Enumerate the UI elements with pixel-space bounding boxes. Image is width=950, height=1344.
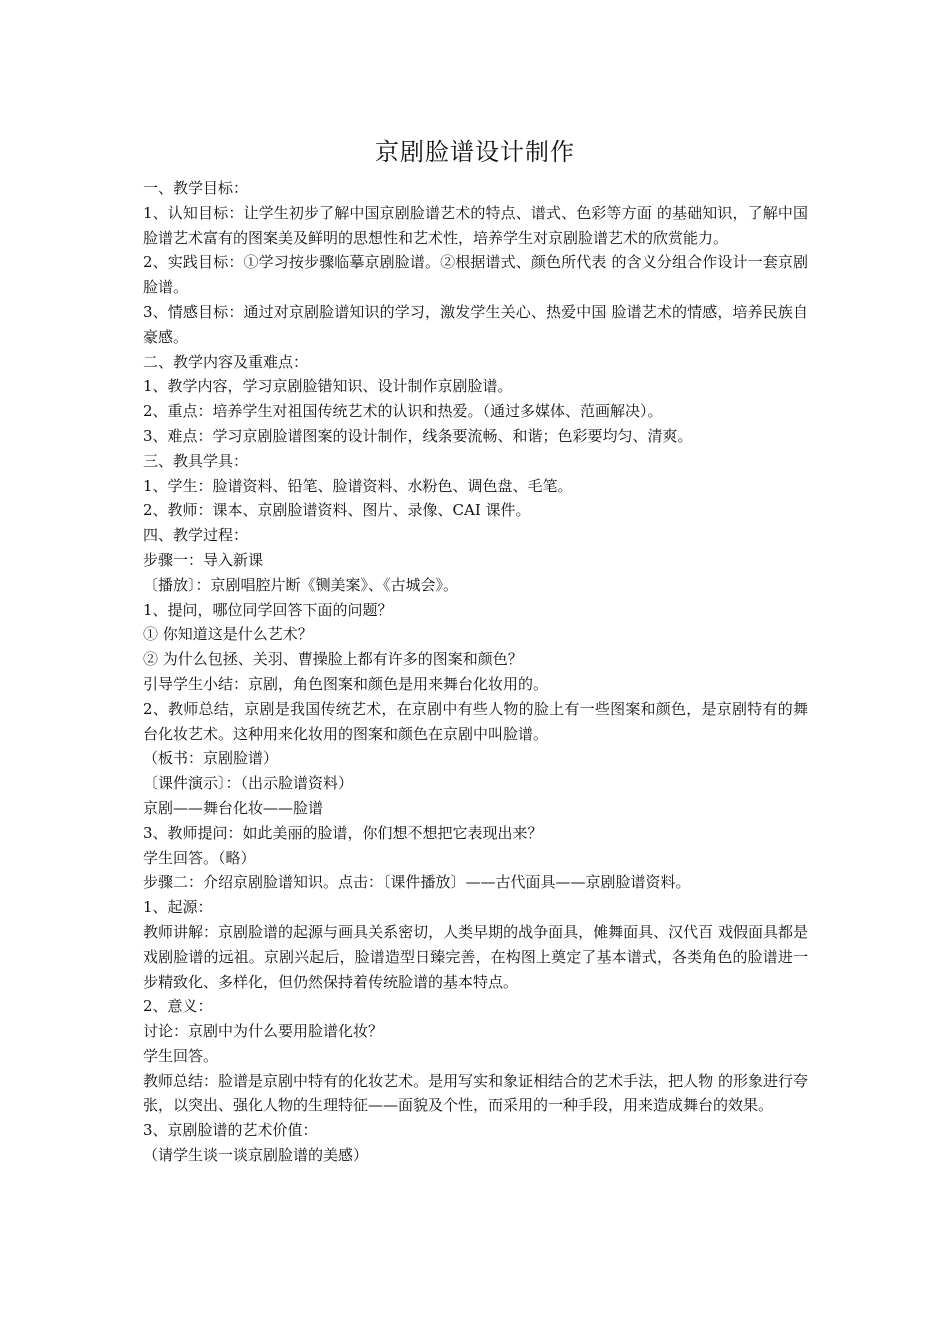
paragraph-question: 1、提问，哪位同学回答下面的问题？	[143, 600, 393, 619]
paragraph-question-one: ① 你知道这是什么艺术？	[143, 625, 313, 644]
paragraph-art-value-heading: 3、京剧脸谱的艺术价值：	[143, 1121, 318, 1140]
paragraph-opera-chain: 京剧——舞台化妆——脸谱	[143, 798, 324, 817]
document-body	[143, 176, 808, 1168]
paragraph-step-one: 步骤一：导入新课	[143, 550, 264, 569]
heading-teaching-process: 四、教学过程：	[143, 526, 249, 545]
paragraph-meaning-heading: 2、意义：	[143, 997, 213, 1016]
heading-teaching-objectives: 一、教学目标：	[143, 179, 249, 197]
paragraph-student-tools: 1、学生：脸谱资料、铅笔、脸谱资料、水粉色、调色盘、毛笔。	[143, 476, 573, 495]
paragraph-origin-explanation: 教师讲解：京剧脸谱的起源与画具关系密切，人类早期的战争面具，傩舞面具、汉代百 戏假面具都是戏剧脸谱的远祖。京剧兴起后，脸谱造型日臻完善，在构图上奠定了基本谱式，各类角色的脸谱进一步精致化、多样化，但仍然保持着传统脸谱的基本特点。	[143, 922, 808, 991]
paragraph-play-opera: 〔播放〕：京剧唱腔片断《铡美案》、《古城会》。	[143, 575, 459, 594]
paragraph-blackboard: （板书：京剧脸谱）	[143, 749, 279, 768]
heading-content-key-points: 二、教学内容及重难点：	[143, 352, 309, 371]
paragraph-student-summary: 引导学生小结：京剧，角色图案和颜色是用来舞台化妆用的。	[143, 674, 549, 693]
paragraph-meaning-summary: 教师总结：脸谱是京剧中特有的化妆艺术。是用写实和象证相结合的艺术手法，把人物 的形象进行夸张，以突出、强化人物的生理特征——面貌及个性，而采用的一种手段，用来造成舞台的效果。	[143, 1071, 808, 1115]
paragraph-teaching-content: 1、教学内容，学习京剧脸错知识、设计制作京剧脸谱。	[143, 377, 513, 396]
paragraph-discussion: 讨论：京剧中为什么要用脸谱化妆？	[143, 1022, 384, 1041]
paragraph-courseware-demo: 〔课件演示〕：（出示脸谱资料）	[143, 774, 354, 793]
paragraph-emotional-objective: 3、情感目标：通过对京剧脸谱知识的学习，激发学生关心、热爱中国 脸谱艺术的情感，培养民族自豪感。	[143, 302, 808, 346]
paragraph-difficulty: 3、难点：学习京剧脸谱图案的设计制作，线条要流畅、和谐；色彩要均匀、清爽。	[143, 426, 693, 445]
paragraph-art-value-prompt: （请学生谈一谈京剧脸谱的美感）	[143, 1146, 369, 1165]
paragraph-cognitive-objective: 1、认知目标：让学生初步了解中国京剧脸谱艺术的特点、谱式、色彩等方面 的基础知识，了解中国脸谱艺术富有的图案美及鲜明的思想性和艺术性，培养学生对京剧脸谱艺术的欣赏能力。	[143, 203, 808, 247]
paragraph-origin-heading: 1、起源：	[143, 898, 213, 917]
paragraph-teacher-summary: 2、教师总结，京剧是我国传统艺术，在京剧中有些人物的脸上有一些图案和颜色，是京剧特有的舞台化妆艺术。这种用来化妆用的图案和颜色在京剧中叫脸谱。	[143, 699, 808, 743]
paragraph-step-two: 步骤二：介绍京剧脸谱知识。点击：〔课件播放〕——古代面具——京剧脸谱资料。	[143, 873, 691, 892]
paragraph-practice-objective: 2、实践目标：①学习按步骤临摹京剧脸谱。②根据谱式、颜色所代表 的含义分组合作设计一套京剧脸谱。	[143, 253, 808, 297]
paragraph-teacher-question: 3、教师提问：如此美丽的脸谱，你们想不想把它表现出来？	[143, 823, 543, 842]
paragraph-student-answer: 学生回答。（略）	[143, 848, 256, 867]
paragraph-question-two: ② 为什么包拯、关羽、曹操脸上都有许多的图案和颜色？	[143, 650, 523, 669]
document-title: 京剧脸谱设计制作	[375, 138, 575, 166]
heading-teaching-tools: 三、教具学具：	[143, 451, 249, 470]
paragraph-teacher-tools: 2、教师：课本、京剧脸谱资料、图片、录像、CAI 课件。	[143, 501, 531, 520]
paragraph-student-reply: 学生回答。	[143, 1046, 219, 1065]
paragraph-key-point: 2、重点：培养学生对祖国传统艺术的认识和热爱。（通过多媒体、范画解决）。	[143, 402, 663, 421]
